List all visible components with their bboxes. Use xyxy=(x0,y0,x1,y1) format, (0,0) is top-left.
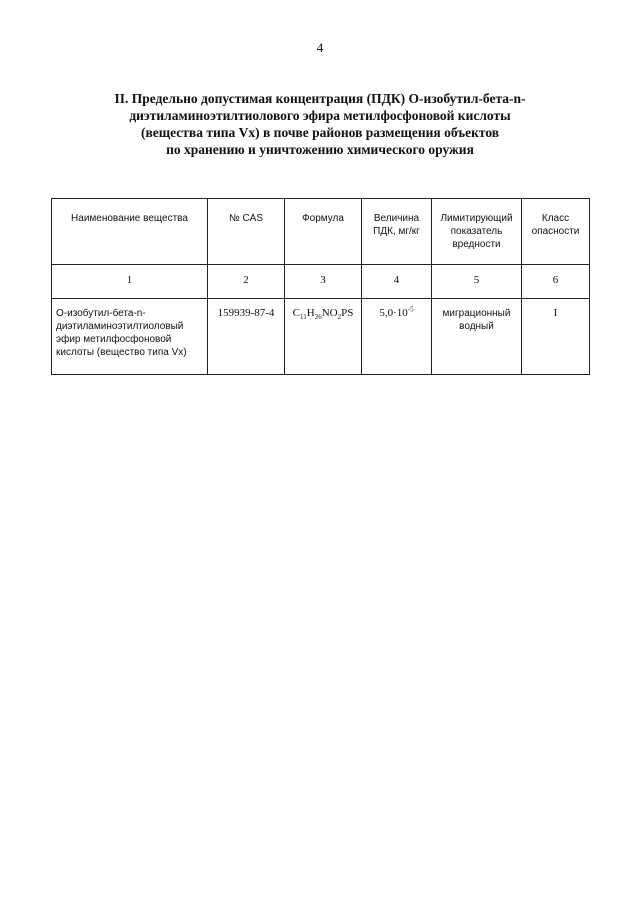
substance-name-line: эфир метилфосфоновой xyxy=(56,334,172,345)
header-formula-text: Формула xyxy=(302,213,344,224)
pdk-table xyxy=(51,198,590,375)
substance-name-line: кислоты (вещество типа Vx) xyxy=(56,347,187,358)
column-number: 3 xyxy=(285,265,362,299)
title-line: II. Предельно допустимая концентрация (ПДК) О-изобутил-бета-n- xyxy=(114,91,526,106)
column-number-row xyxy=(52,265,590,299)
table-row xyxy=(52,299,590,375)
substance-name-line: диэтиламиноэтилтиоловый xyxy=(56,321,184,332)
column-number: 1 xyxy=(52,265,208,299)
limiting-indicator-line: миграционный xyxy=(442,308,511,319)
header-pdk xyxy=(362,199,432,265)
table-header-row xyxy=(52,199,590,265)
cell-pdk-value xyxy=(362,299,432,375)
pdk-value: $5,0\cdot 10^{-5}$ xyxy=(379,305,414,319)
header-substance-name-text: Наименование вещества xyxy=(71,213,188,224)
cell-cas xyxy=(208,299,285,375)
column-number: 2 xyxy=(208,265,285,299)
title-line: по хранению и уничтожению химического оружия xyxy=(166,142,474,157)
hazard-class-value: I xyxy=(553,307,558,319)
section-title xyxy=(80,90,560,158)
header-cas-text: № CAS xyxy=(228,213,264,224)
page-number: 4 xyxy=(316,40,324,55)
header-cas xyxy=(208,199,285,265)
limiting-indicator-line: водный xyxy=(459,321,494,332)
header-hazard-line: Класс xyxy=(541,213,570,224)
header-hazard-line: опасности xyxy=(531,226,580,237)
column-number: 5 xyxy=(432,265,522,299)
cell-hazard-class xyxy=(522,299,590,375)
title-line: (вещества типа Vx) в почве районов размещения объектов xyxy=(140,125,500,140)
cell-formula xyxy=(285,299,362,375)
substance-name-line: О-изобутил-бета-n- xyxy=(56,308,146,319)
header-limiting-line: вредности xyxy=(452,239,501,250)
header-hazard-class xyxy=(522,199,590,265)
column-number: 4 xyxy=(362,265,432,299)
header-limiting-indicator xyxy=(432,199,522,265)
header-formula xyxy=(285,199,362,265)
cell-limiting-indicator xyxy=(432,299,522,375)
chemical-formula: $C_{11}H_{26}NO_2PS$ xyxy=(292,307,354,322)
header-limiting-line: показатель xyxy=(450,226,503,237)
header-pdk-line: ПДК, мг/кг xyxy=(373,226,420,237)
column-number: 6 xyxy=(522,265,590,299)
header-pdk-line: Величина xyxy=(373,213,420,224)
cas-number: 159939-87-4 xyxy=(217,307,275,319)
cell-substance-name xyxy=(52,299,208,375)
header-substance-name xyxy=(52,199,208,265)
header-limiting-line: Лимитирующий xyxy=(440,213,513,224)
title-line: диэтиламиноэтилтиолового эфира метилфосфоновой кислоты xyxy=(129,108,511,123)
